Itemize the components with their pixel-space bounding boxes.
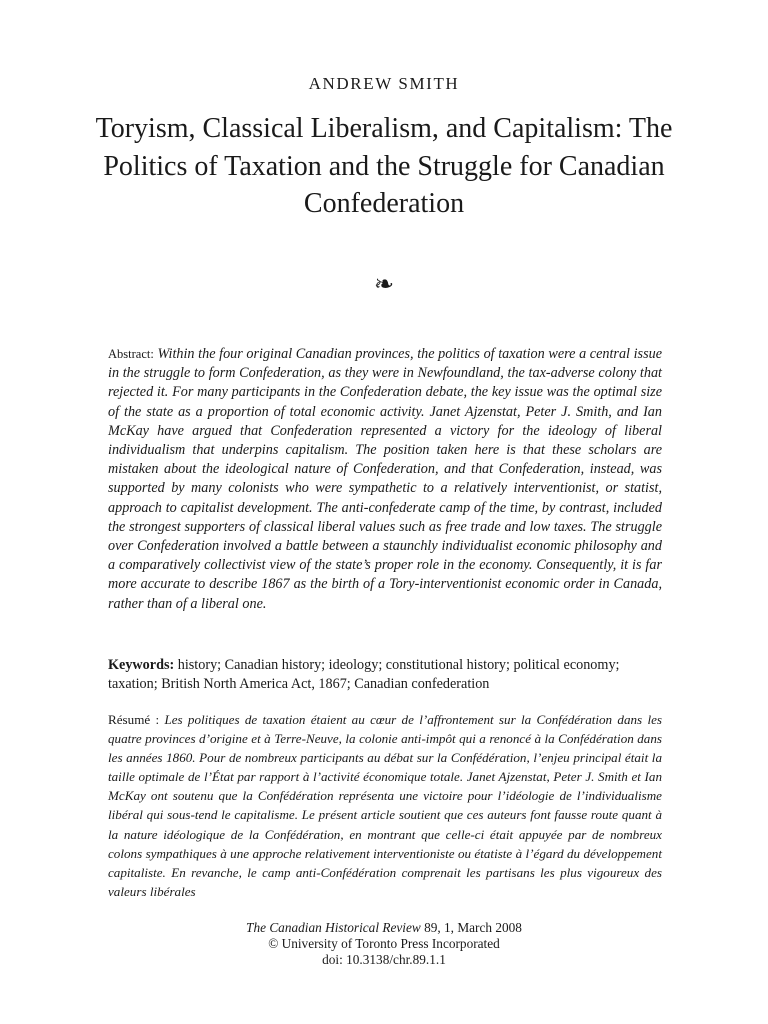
keywords-label: Keywords: — [108, 657, 175, 673]
doi: doi: 10.3138/chr.89.1.1 — [322, 951, 446, 967]
abstract-text: Within the four original Canadian provinces, the politics of taxation were a central issue in the struggle to form Confederation, as they were in Newfoundland, the tax-adverse colony that rejected it. For many participants in the Confederation debate, the key issue was the optimal size of the state as a proportion of total economic activity. Janet Ajzenstat, Peter J. Smith, and Ian McKay have argued that Confederation represented a victory for the ideology of liberal individualism that underpins capitalism. The position taken here is that these scholars are mistaken about the ideological nature of Confederation, and that Confederation, instead, was supported by many colonists who were sympathetic to a relatively interventionist, or statist, approach to capitalist development. The anti-confederate camp of the time, by contrast, included the strongest supporters of classical liberal values such as free trade and low taxes. The struggle over Confederation involved a battle between a staunchly individualist economic philosophy and a comparatively collectivist view of the state’s proper role in the economy. Consequently, it is far more accurate to describe 1867 as the birth of a Tory-interventionist economic order in Canada, rather than of a liberal one. — [108, 346, 662, 612]
abstract-label: Abstract: — [108, 347, 154, 361]
resume-text: Les politiques de taxation étaient au cœur de l’affrontement sur la Confédération dans les quatre provinces d’origine et à Terre-Neuve, la colonie anti-impôt qui a renoncé à la Confédération dans les années 1860. Pour de nombreux participants au débat sur la Confédération, l’enjeu principal était la taille optimale de l’État par rapport à l’activité économique totale. Janet Ajzenstat, Peter J. Smith et Ian McKay ont soutenu que la Confédération représenta une victoire pour l’idéologie de l’individualisme libéral qui sous-tend le capitalisme. Le présent article soutient que ces auteurs font fausse route quant à la nature idéologique de la Confédération, en montrant que celle-ci était appuyée par de nombreux colons sympathiques à une approche relativement interventioniste ou étatiste à l’égard du développement capitaliste. En revanche, le camp anti-Confédération comprenait les partisans les plus vigoureux des valeurs libérales — [108, 712, 662, 899]
journal-name: The Canadian Historical Review — [246, 920, 421, 935]
citation-footer — [0, 920, 768, 967]
journal-citation — [0, 920, 768, 936]
article-title: Toryism, Classical Liberalism, and Capitalism: The Politics of Taxation and the Struggle for Canadian Confederation — [95, 113, 673, 219]
resume — [108, 710, 662, 901]
author-name: ANDREW SMITH — [308, 74, 460, 93]
publisher-copyright: © University of Toronto Press Incorporated — [268, 935, 500, 951]
resume-label: Résumé : — [108, 712, 160, 727]
abstract — [108, 345, 662, 614]
fleuron-ornament-icon: ❧ — [373, 272, 395, 298]
keywords-text: history; Canadian history; ideology; constitutional history; political economy; taxation; British North America Act, 1867; Canadian confederation — [108, 657, 620, 693]
keywords — [108, 656, 662, 694]
journal-issue: 89, 1, March 2008 — [424, 920, 522, 935]
